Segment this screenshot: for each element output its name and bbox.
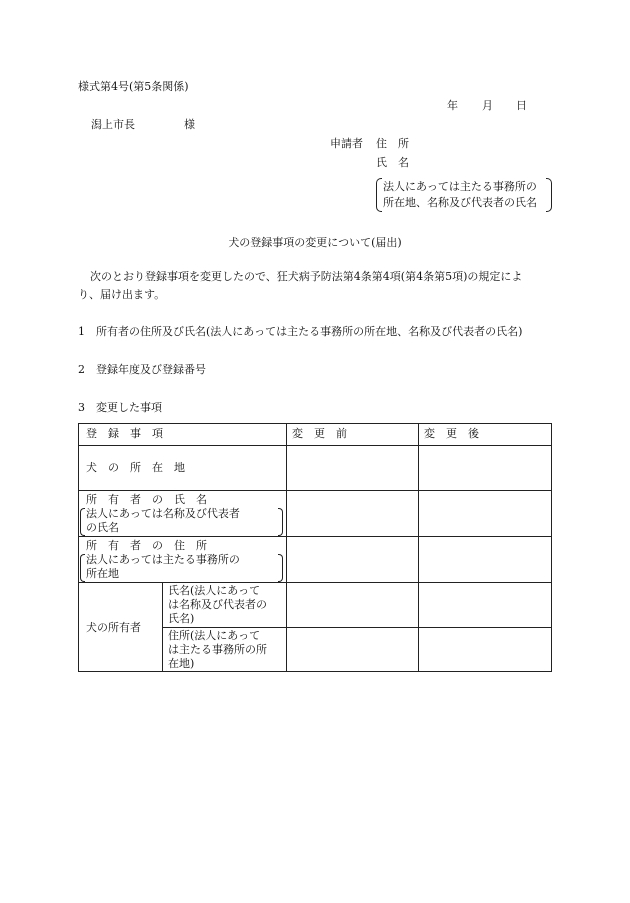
sub-row-name-line-3: 氏名)	[168, 612, 195, 625]
table-row-divider-3	[78, 536, 552, 537]
corporate-note-line-2: 所在地、名称及び代表者の氏名	[383, 196, 537, 209]
item-3-heading: 3 変更した事項	[78, 401, 162, 414]
row-dog-owner-label: 犬の所有者	[86, 621, 141, 634]
row-owner-address-note-2: 所在地	[86, 567, 119, 580]
corporate-note-line-1: 法人にあっては主たる事務所の	[383, 180, 537, 193]
left-bracket	[376, 178, 382, 212]
right-bracket	[278, 554, 283, 582]
date-month-label: 月	[482, 99, 493, 112]
header-before-change: 変 更 前	[292, 427, 347, 440]
changes-table	[78, 423, 552, 672]
body-text-line-1: 次のとおり登録事項を変更したので、狂犬病予防法第4条第4項(第4条第5項)の規定によ	[90, 270, 523, 283]
table-row-divider-2	[78, 490, 552, 491]
row-owner-address-label: 所 有 者 の 住 所	[86, 539, 207, 552]
table-border-left	[78, 423, 79, 672]
form-number: 様式第4号(第5条関係)	[78, 80, 189, 93]
item-1-heading: 1 所有者の住所及び氏名(法人にあっては主たる事務所の所在地、名称及び代表者の氏名)	[78, 325, 523, 338]
date-year-label: 年	[447, 99, 458, 112]
table-border-bottom	[78, 671, 552, 672]
item-2-heading: 2 登録年度及び登録番号	[78, 363, 206, 376]
row-dog-location-label: 犬 の 所 在 地	[86, 461, 185, 474]
table-row-divider-4	[78, 582, 552, 583]
right-bracket	[278, 508, 283, 536]
left-bracket	[80, 508, 85, 536]
sub-row-address-line-3: 在地)	[168, 657, 195, 670]
row-owner-name-label: 所 有 者 の 氏 名	[86, 493, 207, 506]
applicant-corporate-note	[376, 178, 552, 212]
sub-row-address-line-2: は主たる事務所の所	[168, 643, 267, 656]
sub-row-name-line-2: は名称及び代表者の	[168, 598, 267, 611]
table-col-divider-1	[286, 423, 287, 672]
body-text-line-2: り、届け出ます。	[78, 288, 166, 301]
table-border-right	[551, 423, 552, 672]
applicant-address-label: 住 所	[376, 137, 409, 150]
addressee-name: 潟上市長	[91, 118, 135, 131]
row-owner-name-note-2: の氏名	[86, 521, 119, 534]
addressee-honorific: 様	[184, 118, 195, 131]
applicant-name-label: 氏 名	[376, 156, 409, 169]
right-bracket	[546, 178, 552, 212]
table-border-top	[78, 423, 552, 424]
header-after-change: 変 更 後	[424, 427, 479, 440]
header-registration-item: 登 録 事 項	[86, 427, 163, 440]
row-owner-address-note-1: 法人にあっては主たる事務所の	[86, 553, 240, 566]
applicant-label: 申請者	[330, 137, 363, 150]
row-owner-name-note-1: 法人にあっては名称及び代表者	[86, 507, 240, 520]
left-bracket	[80, 554, 85, 582]
sub-row-name-line-1: 氏名(法人にあって	[168, 584, 261, 597]
table-col-divider-2	[418, 423, 419, 672]
table-row-divider-1	[78, 445, 552, 446]
date-day-label: 日	[516, 99, 527, 112]
document-title: 犬の登録事項の変更について(届出)	[228, 236, 402, 249]
sub-row-address-line-1: 住所(法人にあって	[168, 629, 261, 642]
table-row-divider-5	[162, 627, 552, 628]
